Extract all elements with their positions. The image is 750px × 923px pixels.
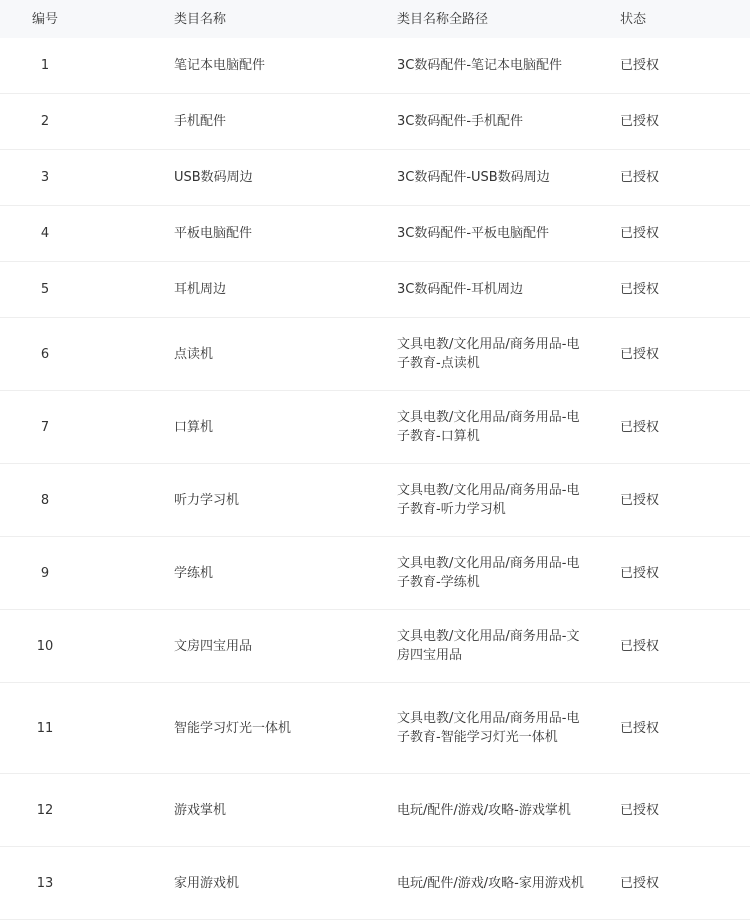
row-id: 7 [40, 419, 50, 435]
row-id-cell [0, 637, 174, 656]
row-name: 家用游戏机 [174, 875, 240, 891]
table-row [0, 683, 750, 774]
row-name: 点读机 [174, 346, 214, 362]
row-id-cell [0, 564, 174, 583]
row-status: 已授权 [620, 226, 660, 241]
row-path: 3C数码配件-平板电脑配件 [397, 226, 550, 241]
row-name: 听力学习机 [174, 492, 240, 508]
table-header [0, 0, 750, 38]
table-row [0, 610, 750, 683]
table-row [0, 391, 750, 464]
row-path: 3C数码配件-USB数码周边 [397, 170, 550, 185]
row-path: 3C数码配件-笔记本电脑配件 [397, 58, 563, 73]
header-cell-path: 类目名称全路径 [397, 11, 489, 27]
row-status: 已授权 [620, 638, 660, 654]
row-name: 平板电脑配件 [174, 226, 253, 241]
table-row [0, 318, 750, 391]
row-id-cell [0, 280, 174, 299]
row-status: 已授权 [620, 720, 660, 736]
row-path: 文具电教/文化用品/商务用品-电子教育-点读机 [397, 337, 580, 371]
row-name: 口算机 [174, 419, 214, 435]
row-path: 3C数码配件-耳机周边 [397, 282, 524, 297]
row-name: 游戏掌机 [174, 802, 227, 818]
row-status: 已授权 [620, 282, 660, 297]
row-id: 2 [40, 114, 50, 129]
header-id-label: 编号 [31, 11, 58, 27]
row-path: 文具电教/文化用品/商务用品-文房四宝用品 [397, 629, 580, 663]
table-row [0, 150, 750, 206]
row-id-cell [0, 418, 174, 437]
table-row [0, 537, 750, 610]
table-row [0, 774, 750, 847]
row-id-cell [0, 719, 174, 738]
row-path: 文具电教/文化用品/商务用品-电子教育-学练机 [397, 556, 580, 590]
row-status: 已授权 [620, 802, 660, 818]
row-id-cell [0, 801, 174, 820]
table-row [0, 262, 750, 318]
row-path: 文具电教/文化用品/商务用品-电子教育-口算机 [397, 410, 580, 444]
row-id: 13 [36, 875, 54, 891]
row-id-cell [0, 874, 174, 893]
row-id: 12 [36, 802, 54, 818]
row-status: 已授权 [620, 170, 660, 185]
row-name: 手机配件 [174, 114, 227, 129]
row-name: 智能学习灯光一体机 [174, 720, 292, 736]
row-id: 9 [40, 565, 50, 581]
row-status: 已授权 [620, 58, 660, 73]
row-name: 耳机周边 [174, 282, 227, 297]
row-status: 已授权 [620, 875, 660, 891]
header-cell-name: 类目名称 [174, 11, 227, 27]
header-cell-id [0, 10, 174, 29]
row-id-cell [0, 56, 174, 75]
row-id-cell [0, 491, 174, 510]
row-id-cell [0, 345, 174, 364]
row-id: 5 [40, 282, 50, 297]
table-row [0, 464, 750, 537]
row-path: 电玩/配件/游戏/攻略-游戏掌机 [397, 802, 571, 818]
row-status: 已授权 [620, 492, 660, 508]
row-name: 学练机 [174, 565, 214, 581]
row-id: 11 [36, 720, 54, 736]
row-id-cell [0, 112, 174, 131]
row-path: 文具电教/文化用品/商务用品-电子教育-听力学习机 [397, 483, 580, 517]
row-name: 笔记本电脑配件 [174, 58, 266, 73]
row-id-cell [0, 224, 174, 243]
table-row [0, 38, 750, 94]
row-status: 已授权 [620, 114, 660, 129]
row-path: 3C数码配件-手机配件 [397, 114, 524, 129]
table-row [0, 206, 750, 262]
table-row [0, 94, 750, 150]
row-id: 1 [40, 58, 50, 73]
row-id: 3 [40, 170, 50, 185]
row-id: 8 [40, 492, 50, 508]
table-row [0, 847, 750, 920]
row-name: USB数码周边 [174, 170, 253, 185]
row-id: 4 [40, 226, 50, 241]
row-status: 已授权 [620, 346, 660, 362]
header-cell-status: 状态 [620, 11, 647, 27]
row-id: 6 [40, 346, 50, 362]
row-path: 电玩/配件/游戏/攻略-家用游戏机 [397, 875, 584, 891]
row-id-cell [0, 168, 174, 187]
row-status: 已授权 [620, 419, 660, 435]
row-name: 文房四宝用品 [174, 638, 253, 654]
row-path: 文具电教/文化用品/商务用品-电子教育-智能学习灯光一体机 [397, 711, 580, 745]
row-status: 已授权 [620, 565, 660, 581]
row-id: 10 [36, 638, 54, 654]
